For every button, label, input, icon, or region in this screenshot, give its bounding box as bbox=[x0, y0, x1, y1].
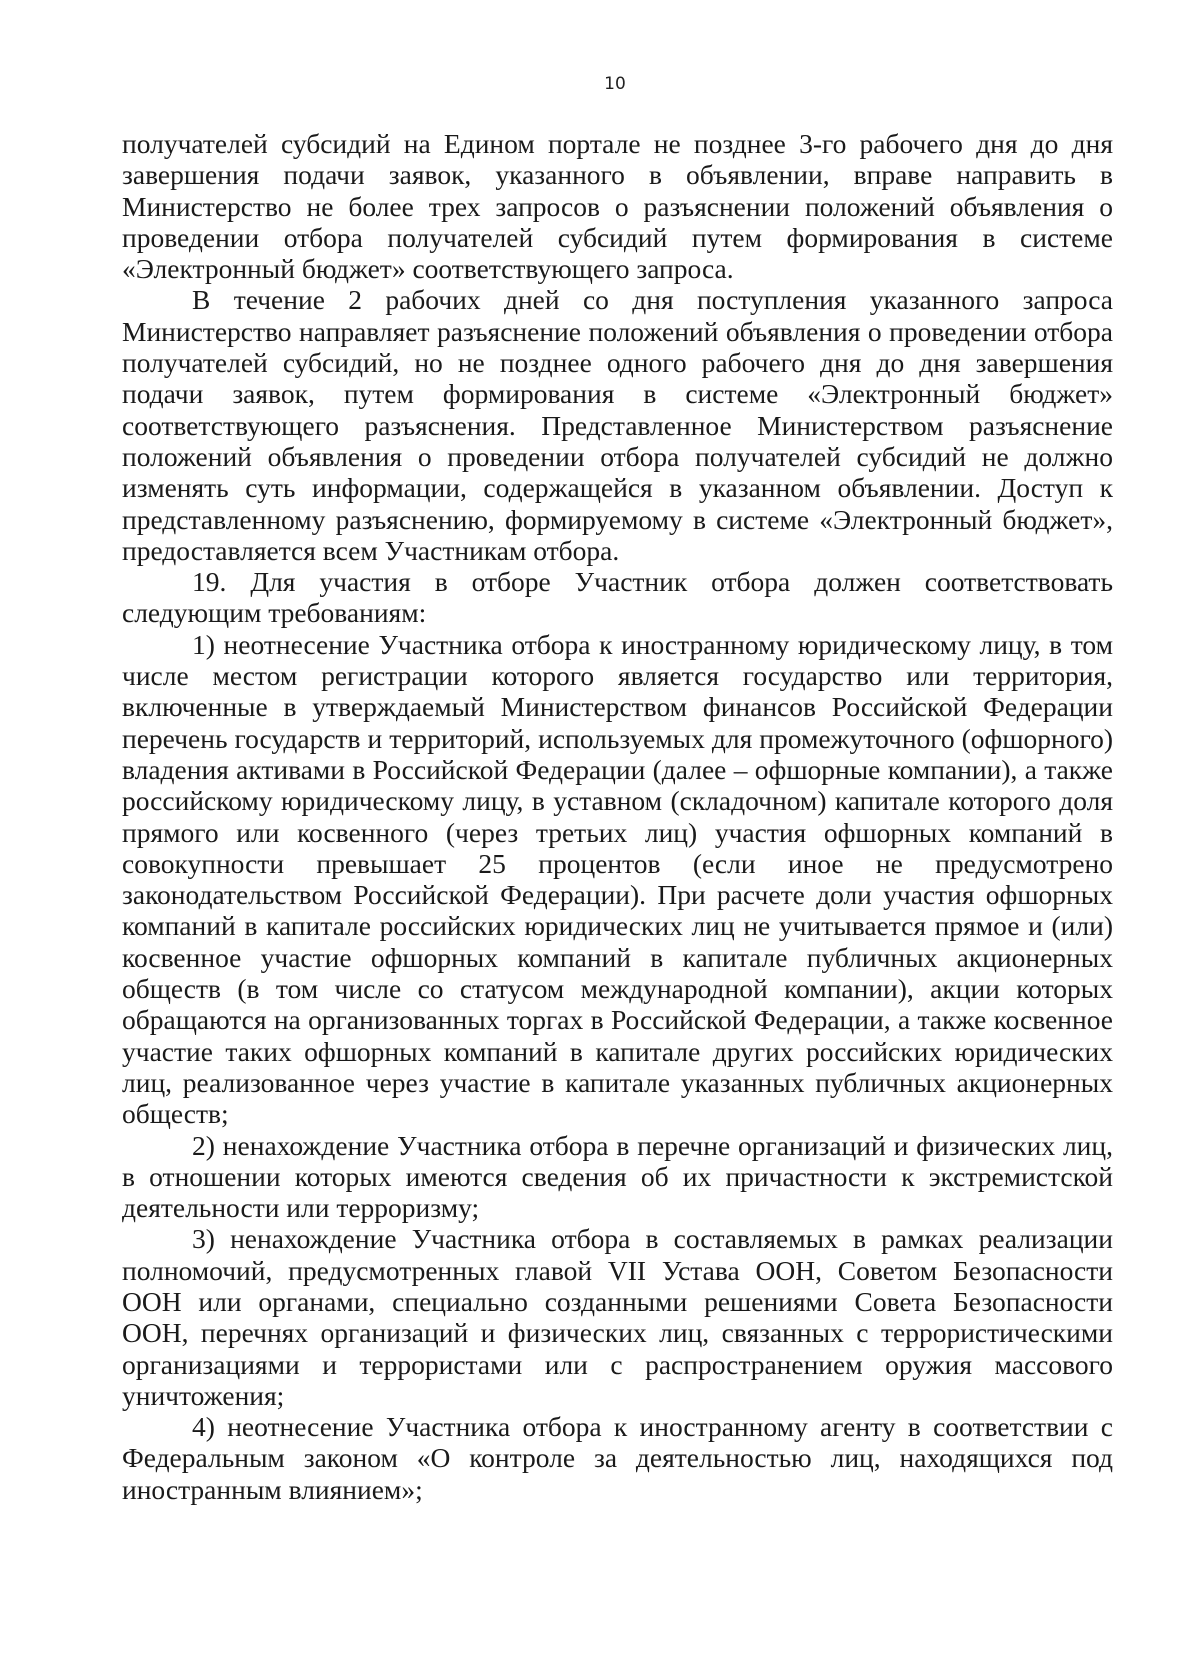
paragraph: 2) ненахождение Участника отбора в перечне организаций и физических лиц, в отношении которых имеются сведения об их причастности к экстремистской деятельности или терроризму; bbox=[122, 1129, 1113, 1224]
paragraph: 19. Для участия в отборе Участник отбора должен соответствовать следующим требованиям: bbox=[122, 566, 1113, 629]
paragraph: В течение 2 рабочих дней со дня поступления указанного запроса Министерство направляет разъяснение положений объявления о проведении отбора получателей субсидий, но не позднее одного рабочего дня до дня завершения подачи заявок, путем формирования в системе «Электронный бюджет» соответствующего разъяснения. Представленное Министерством разъяснение положений объявления о проведении отбора получателей субсидий не должно изменять суть информации, содержащейся в указанном объявлении. Доступ к представленному разъяснению, формируемому в системе «Электронный бюджет», предоставляется всем Участникам отбора. bbox=[122, 284, 1113, 566]
page-number: 10 bbox=[604, 74, 626, 94]
paragraph: 3) ненахождение Участника отбора в составляемых в рамках реализации полномочий, предусмотренных главой VII Устава ООН, Советом Безопасности ООН или органами, специально созданными решениями Совета Безопасности ООН, перечнях организаций и физических лиц, связанных с террористическими организациями и террористами или с распространением оружия массового уничтожения; bbox=[122, 1223, 1113, 1411]
document-body bbox=[122, 128, 1113, 1505]
paragraph: получателей субсидий на Едином портале не позднее 3-го рабочего дня до дня завершения подачи заявок, указанного в объявлении, вправе направить в Министерство не более трех запросов о разъяснении положений объявления о проведении отбора получателей субсидий путем формирования в системе «Электронный бюджет» соответствующего запроса. bbox=[122, 128, 1113, 285]
paragraph: 1) неотнесение Участника отбора к иностранному юридическому лицу, в том числе местом регистрации которого является государство или территория, включенные в утверждаемый Министерством финансов Российской Федерации перечень государств и территорий, используемых для промежуточного (офшорного) владения активами в Российской Федерации (далее – офшорные компании), а также российскому юридическому лицу, в уставном (складочном) капитале которого доля прямого или косвенного (через третьих лиц) участия офшорных компаний в совокупности превышает 25 процентов (если иное не предусмотрено законодательством Российской Федерации). При расчете доли участия офшорных компаний в капитале российских юридических лиц не учитывается прямое и (или) косвенное участие офшорных компаний в капитале публичных акционерных обществ (в том числе со статусом международной компании), акции которых обращаются на организованных торгах в Российской Федерации, а также косвенное участие таких офшорных компаний в капитале других российских юридических лиц, реализованное через участие в капитале указанных публичных акционерных обществ; bbox=[122, 628, 1113, 1130]
paragraph: 4) неотнесение Участника отбора к иностранному агенту в соответствии с Федеральным законом «О контроле за деятельностью лиц, находящихся под иностранным влиянием»; bbox=[122, 1411, 1113, 1505]
